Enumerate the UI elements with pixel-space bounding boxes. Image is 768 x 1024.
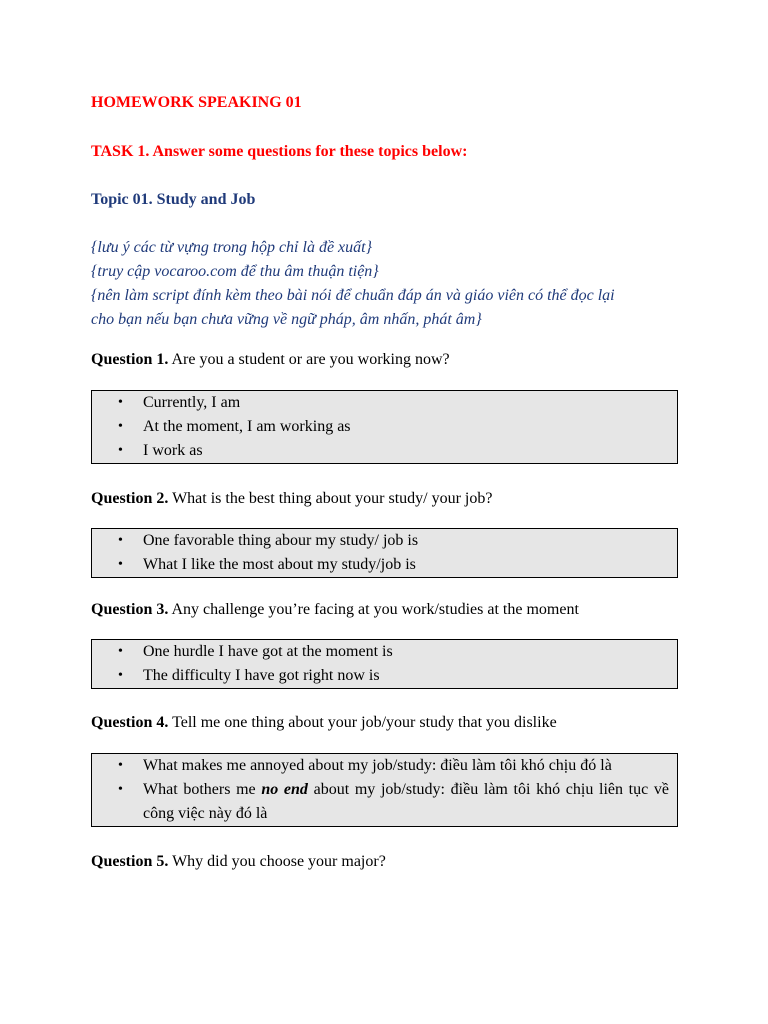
bullet-icon: •: [118, 419, 123, 434]
bullet-icon: •: [118, 644, 123, 659]
bullet-icon: •: [118, 668, 123, 683]
answer-item: • At the moment, I am working as: [92, 415, 677, 439]
question-label: Question 2.: [91, 490, 169, 507]
answer-item: • One hurdle I have got at the moment is: [92, 640, 677, 664]
answer-item: • What I like the most about my study/job is: [92, 553, 677, 577]
question-5: [91, 852, 678, 872]
bullet-icon: •: [118, 782, 123, 797]
note-line: {lưu ý các từ vựng trong hộp chỉ là đề xuất}: [91, 239, 372, 256]
note-line: cho bạn nếu bạn chưa vững về ngữ pháp, âm nhấn, phát âm}: [91, 311, 482, 328]
bullet-icon: •: [118, 395, 123, 410]
answer-box-4: [91, 753, 678, 827]
answer-item: • What makes me annoyed about my job/study: điều làm tôi khó chịu đó là: [92, 754, 677, 778]
question-label: Question 4.: [91, 714, 169, 731]
note-line: {truy cập vocaroo.com để thu âm thuận tiện}: [91, 263, 379, 280]
question-text: Tell me one thing about your job/your study that you dislike: [172, 714, 557, 731]
bullet-icon: •: [118, 443, 123, 458]
answer-box-1: [91, 390, 678, 464]
question-text: What is the best thing about your study/ your job?: [172, 490, 493, 507]
answer-box-3: [91, 639, 678, 689]
question-label: Question 3.: [91, 601, 169, 618]
answer-item: • One favorable thing abour my study/ job is: [92, 529, 677, 553]
task-heading: TASK 1. Answer some questions for these topics below:: [91, 143, 468, 160]
answer-item: • I work as: [92, 439, 677, 463]
question-label: Question 1.: [91, 351, 169, 368]
question-label: Question 5.: [91, 853, 169, 870]
notes-block: [91, 236, 678, 332]
bullet-icon: •: [118, 557, 123, 572]
answer-item: • Currently, I am: [92, 391, 677, 415]
answer-item: • What bothers me no end about my job/study: điều làm tôi khó chịu liên tục về công việc này đó là: [92, 778, 677, 826]
question-1: [91, 350, 678, 370]
bullet-icon: •: [118, 533, 123, 548]
note-line: {nên làm script đính kèm theo bài nói để chuẩn đáp án và giáo viên có thể đọc lại: [91, 287, 615, 304]
answer-box-2: [91, 528, 678, 578]
question-text: Any challenge you’re facing at you work/studies at the moment: [171, 601, 579, 618]
question-text: Are you a student or are you working now?: [171, 351, 450, 368]
question-text: Why did you choose your major?: [172, 853, 386, 870]
question-4: [91, 713, 678, 733]
document-body: [91, 93, 678, 872]
answer-item: • The difficulty I have got right now is: [92, 664, 677, 688]
topic-heading: Topic 01. Study and Job: [91, 191, 256, 208]
document-heading: HOMEWORK SPEAKING 01: [91, 94, 302, 111]
emphasis-text: no end: [261, 781, 308, 798]
bullet-icon: •: [118, 758, 123, 773]
question-2: [91, 489, 678, 509]
question-3: [91, 600, 678, 620]
